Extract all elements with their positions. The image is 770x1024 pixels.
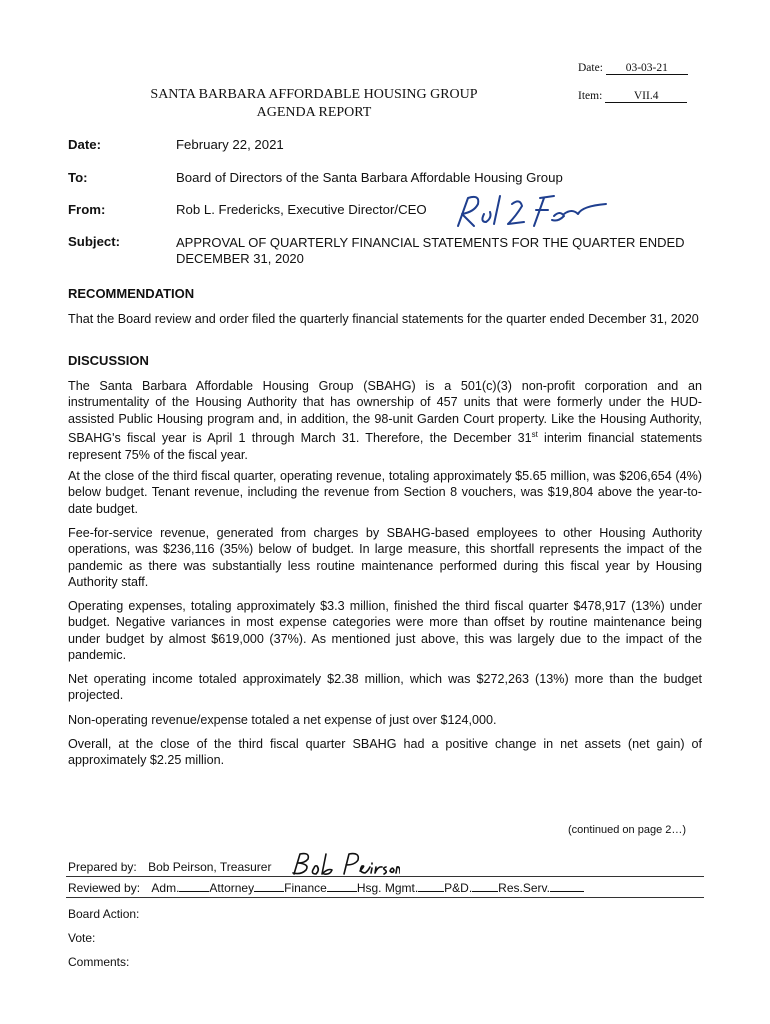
recommendation-text: That the Board review and order filed the quarterly financial statements for the quarter ended December 31, 2020 xyxy=(68,312,699,326)
vote-label: Vote: xyxy=(68,931,96,945)
to-label: To: xyxy=(68,170,88,185)
org-name: SANTA BARBARA AFFORDABLE HOUSING GROUP xyxy=(150,87,478,102)
from-label: From: xyxy=(68,202,106,217)
agenda-item-field xyxy=(578,90,687,103)
prepared-label: Prepared by: xyxy=(68,860,137,874)
executive-director-signature xyxy=(450,192,610,237)
discussion-paragraph-4: Operating expenses, totaling approximately $3.3 million, finished the third fiscal quarter $478,917 (13%) under budget. Negative variances in most expense categories were more than offset by routine maintenance being under budget by almost $619,000 (37%). As mentioned just above, this was largely due to the impact of the pandemic. xyxy=(68,599,702,663)
discussion-p1-sup: st xyxy=(531,430,538,440)
prepared-name: Bob Peirson, Treasurer xyxy=(148,860,272,874)
from-value: Rob L. Fredericks, Executive Director/CEO xyxy=(176,202,427,217)
date-value: February 22, 2021 xyxy=(176,137,284,152)
to-value: Board of Directors of the Santa Barbara Affordable Housing Group xyxy=(176,170,563,185)
discussion-paragraph-5: Net operating income totaled approximately $2.38 million, which was $272,263 (13%) more than the budget projected. xyxy=(68,672,702,703)
discussion-paragraph-3: Fee-for-service revenue, generated from charges by SBAHG-based employees to other Housing Authority operations, was $236,116 (35%) below of budget. In large measure, this shortfall represents the impact of the pandemic as there was substantially less routine maintenance performed during this fiscal year by Housing Authority staff. xyxy=(68,526,702,590)
recommendation-heading xyxy=(68,286,702,302)
date-label: Date: xyxy=(68,137,101,152)
recommendation-title: RECOMMENDATION xyxy=(68,286,195,301)
review-attorney-blank xyxy=(254,891,284,892)
review-finance-blank xyxy=(327,891,357,892)
review-res-serv-blank xyxy=(550,891,584,892)
review-finance: Finance xyxy=(284,881,327,895)
report-type: AGENDA REPORT xyxy=(256,105,372,120)
agenda-item-label: Item: xyxy=(578,90,603,102)
discussion-heading xyxy=(68,353,702,369)
board-action-label: Board Action: xyxy=(68,907,140,921)
footer-rule-2 xyxy=(66,897,704,898)
discussion-title: DISCUSSION xyxy=(68,353,149,368)
discussion-paragraph-7: Overall, at the close of the third fiscal quarter SBAHG had a positive change in net assets (net gain) of approximately $2.25 million. xyxy=(68,737,702,768)
reviewed-by xyxy=(68,881,584,895)
agenda-date-value: 03-03-21 xyxy=(606,62,688,75)
discussion-paragraph-1 xyxy=(68,378,702,463)
continued-note: (continued on page 2…) xyxy=(568,824,687,836)
reviewed-label: Reviewed by: xyxy=(68,881,141,895)
discussion-paragraph-2: At the close of the third fiscal quarter, operating revenue, totaling approximately $5.65 million, was $206,654 (4%) below budget. Tenant revenue, including the revenue from Section 8 vouchers, was $19,804 above the year-to-date budget. xyxy=(68,469,702,516)
review-hsg-mgmt: Hsg. Mgmt. xyxy=(356,881,419,895)
review-attorney: Attorney xyxy=(209,881,255,895)
review-res-serv: Res.Serv. xyxy=(498,881,550,895)
subject-value: APPROVAL OF QUARTERLY FINANCIAL STATEMENTS FOR THE QUARTER ENDED DECEMBER 31, 2020 xyxy=(176,235,685,266)
footer-rule-1 xyxy=(66,876,704,877)
agenda-date-label: Date: xyxy=(578,62,603,74)
treasurer-signature xyxy=(288,850,400,883)
review-hsg-mgmt-blank xyxy=(418,891,444,892)
discussion-p1-text: The Santa Barbara Affordable Housing Group (SBAHG) is a 501(c)(3) non-profit corporation and an instrumentality of the Housing Authority that has ownership of 457 units that were formerly under the HUD-assisted Public Housing program and, in addition, the 98-unit Garden Court property. Like the Housing Authority, SBAHG's fiscal year is April 1 through March 31. Therefore, the December 31 xyxy=(68,379,702,446)
subject-label: Subject: xyxy=(68,234,121,249)
review-adm-blank xyxy=(179,891,209,892)
review-adm: Adm. xyxy=(151,881,180,895)
comments-label: Comments: xyxy=(68,955,130,969)
agenda-item-value: VII.4 xyxy=(605,90,687,103)
discussion-p1-tail: interim financial statements represent 75% of the fiscal year. xyxy=(68,431,702,462)
agenda-date-field xyxy=(578,62,688,75)
discussion-paragraph-6: Non-operating revenue/expense totaled a net expense of just over $124,000. xyxy=(68,713,497,727)
prepared-by xyxy=(68,860,271,874)
org-header xyxy=(135,86,493,122)
review-pd: P&D. xyxy=(444,881,473,895)
review-pd-blank xyxy=(472,891,498,892)
